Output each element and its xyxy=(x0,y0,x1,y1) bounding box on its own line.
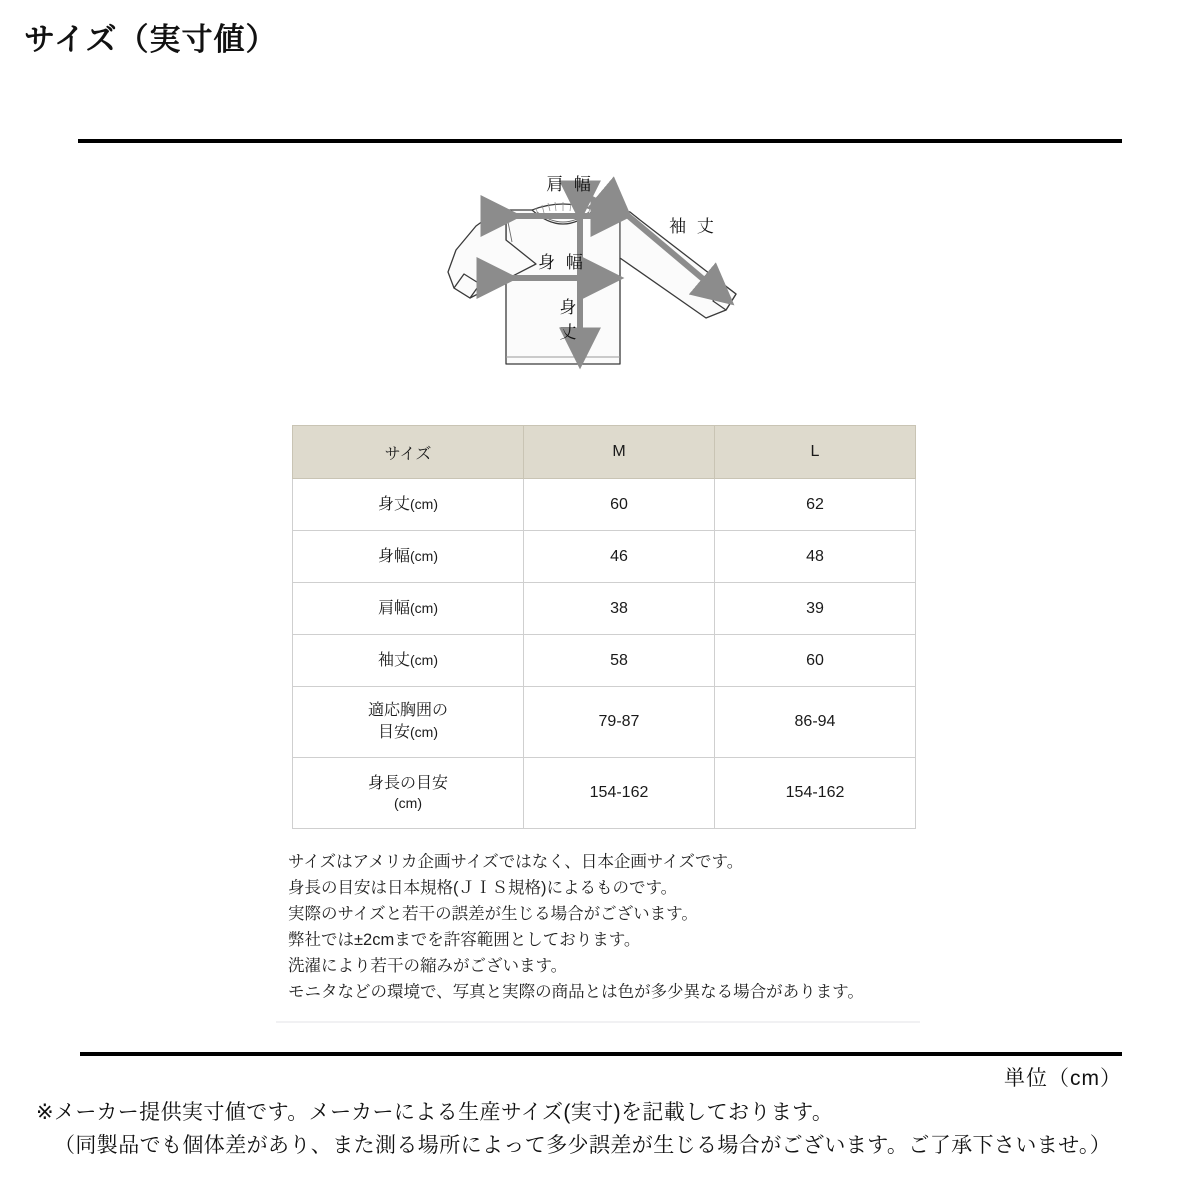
row-label-unit: (cm) xyxy=(410,547,438,564)
table-row xyxy=(293,687,916,758)
diagram-label-body-width: 身 幅 xyxy=(538,253,586,272)
row-value-l: 154-162 xyxy=(715,758,916,829)
table-row xyxy=(293,531,916,583)
note-line: 身長の目安は日本規格(ＪＩＳ規格)によるものです。 xyxy=(288,879,678,897)
table-header-size: サイズ xyxy=(293,426,524,479)
row-value-m: 60 xyxy=(524,479,715,531)
row-value-m: 154-162 xyxy=(524,758,715,829)
row-value-m: 38 xyxy=(524,583,715,635)
row-label-text: 袖丈 xyxy=(377,651,410,669)
top-divider-rule xyxy=(78,139,1122,143)
row-label-text-2: 目安(cm) xyxy=(377,724,438,741)
row-label-cell xyxy=(293,479,524,531)
note-line: モニタなどの環境で、写真と実際の商品とは色が多少異なる場合があります。 xyxy=(288,983,864,1001)
notes-bottom-divider xyxy=(276,1021,920,1023)
diagram-label-body-length: 身 xyxy=(559,298,577,317)
row-label-text: 身幅 xyxy=(377,547,410,565)
note-line: 洗濯により若干の縮みがございます。 xyxy=(288,957,568,975)
row-label-unit: (cm) xyxy=(394,795,422,812)
note-line: サイズはアメリカ企画サイズではなく、日本企画サイズです。 xyxy=(288,853,744,871)
footnotes-block xyxy=(36,1096,1176,1162)
row-value-l: 48 xyxy=(715,531,916,583)
diagram-label-body-length-2: 丈 xyxy=(559,323,577,342)
row-label-unit: (cm) xyxy=(410,651,438,668)
row-value-m: 46 xyxy=(524,531,715,583)
row-value-l: 86-94 xyxy=(715,687,916,758)
bottom-divider-rule xyxy=(80,1052,1122,1056)
footnote-line: ※メーカー提供実寸値です。メーカーによる生産サイズ(実寸)を記載しております。 xyxy=(36,1101,834,1124)
table-header-m: M xyxy=(524,426,715,479)
row-label-text: 身丈 xyxy=(377,495,410,513)
table-row xyxy=(293,635,916,687)
page-title: サイズ（実寸値） xyxy=(24,22,278,57)
row-label-text: 身長の目安 xyxy=(367,774,448,792)
row-value-l: 60 xyxy=(715,635,916,687)
table-body xyxy=(293,479,916,829)
diagram-label-sleeve-length: 袖 丈 xyxy=(669,217,717,236)
row-value-m: 58 xyxy=(524,635,715,687)
unit-label: 単位（cm） xyxy=(1004,1067,1122,1090)
row-value-l: 39 xyxy=(715,583,916,635)
table-row xyxy=(293,583,916,635)
table-row xyxy=(293,479,916,531)
row-label-cell xyxy=(293,687,524,758)
diagram-label-shoulder-width: 肩 幅 xyxy=(546,175,594,194)
row-label-cell xyxy=(293,531,524,583)
row-label-unit: (cm) xyxy=(410,495,438,512)
footnote-line: （同製品でも個体差があり、また測る場所によって多少誤差が生じる場合がございます。ご了承下さいませ。） xyxy=(54,1134,1112,1157)
notes-list xyxy=(288,849,928,1005)
table-row xyxy=(293,758,916,829)
row-value-l: 62 xyxy=(715,479,916,531)
row-value-m: 79-87 xyxy=(524,687,715,758)
row-label-cell xyxy=(293,635,524,687)
size-table xyxy=(292,425,916,829)
note-line: 実際のサイズと若干の誤差が生じる場合がございます。 xyxy=(288,905,698,923)
garment-measurement-diagram xyxy=(440,168,770,400)
note-line: 弊社では±2cmまでを許容範囲としております。 xyxy=(288,931,641,949)
row-label-text: 適応胸囲の xyxy=(367,702,448,720)
table-header-row xyxy=(293,426,916,479)
table-header-l: L xyxy=(715,426,916,479)
row-label-text: 肩幅 xyxy=(377,599,410,617)
row-label-unit: (cm) xyxy=(410,599,438,616)
row-label-cell xyxy=(293,583,524,635)
row-label-cell xyxy=(293,758,524,829)
